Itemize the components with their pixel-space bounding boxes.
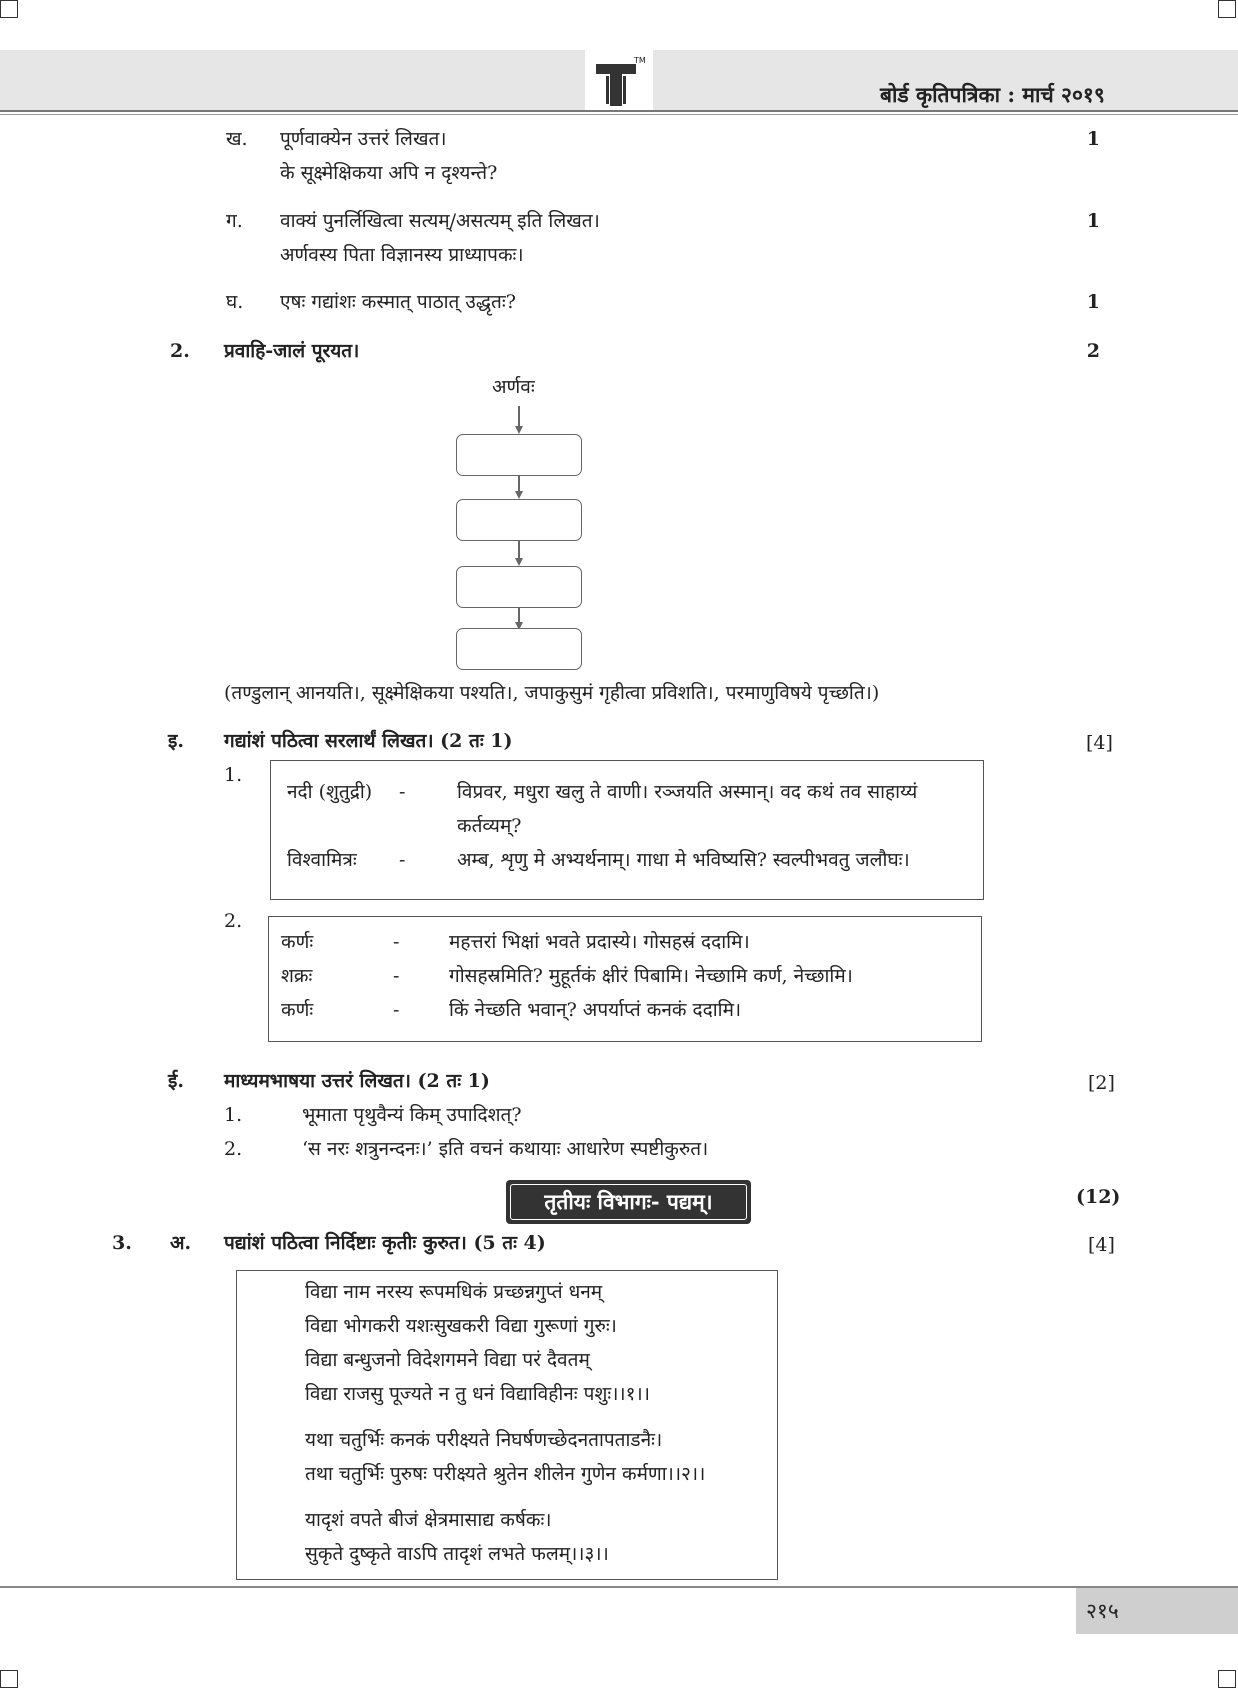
passage1-box — [270, 760, 984, 900]
q1-gha-marks: 1 — [1086, 291, 1100, 313]
q1-kha-label: ख. — [226, 128, 248, 150]
flow-box-3[interactable] — [456, 566, 582, 608]
verse-line: विद्या राजसु पूज्यते न तु धनं विद्याविहीनः पशुः।।१।। — [305, 1383, 650, 1405]
passage1-text-2: अम्ब, शृणु मे अभ्यर्थनाम्। गाधा मे भविष्यसि? स्वल्पीभवतु जलौघः। — [457, 849, 910, 871]
q2-number: 2. — [170, 340, 190, 362]
q1-ga-instruction: वाक्यं पुनर्लिखित्वा सत्यम्/असत्यम् इति लिखत। — [280, 210, 600, 232]
flow-arrow-head-3 — [515, 558, 523, 566]
footer-rule — [0, 1586, 1238, 1588]
publisher-logo — [592, 56, 648, 108]
passage2-text-3: किं नेच्छति भवान्? अपर्याप्तं कनकं ददामि। — [449, 999, 742, 1021]
qii-item-2-text: ‘स नरः शत्रुनन्दनः।’ इति वचनं कथायाः आधारेण स्पष्टीकुरुत। — [302, 1138, 709, 1160]
flow-start-label: अर्णवः — [492, 376, 535, 398]
passage2-dash-3: - — [393, 999, 400, 1021]
verse-line: विद्या बन्धुजनो विदेशगमने विद्या परं दैवतम् — [305, 1349, 590, 1371]
passage1-dash-2: - — [399, 849, 406, 871]
q1-ga-marks: 1 — [1086, 210, 1100, 232]
q3-number: 3. — [112, 1232, 132, 1254]
section-banner — [506, 1180, 751, 1224]
passage2-speaker-1: कर्णः — [281, 931, 314, 953]
passage2-dash-1: - — [393, 931, 400, 953]
verse-line: विद्या भोगकरी यशःसुखकरी विद्या गुरूणां गुरुः। — [305, 1315, 617, 1337]
passage1-speaker-2: विश्वामित्रः — [287, 849, 357, 871]
qi-label: इ. — [168, 730, 184, 752]
passage2-box — [268, 916, 982, 1042]
verse-line: तथा चतुर्भिः पुरुषः परीक्ष्यते श्रुतेन शीलेन गुणेन कर्मणा।।२।। — [305, 1463, 706, 1485]
q3-marks: [4] — [1088, 1234, 1115, 1256]
flow-box-2[interactable] — [456, 499, 582, 541]
trademark-label: TM — [634, 56, 646, 65]
passage1-text-1: विप्रवर, मधुरा खलु ते वाणी। रञ्जयति अस्मान्। वद कथं तव साहाय्यं — [457, 781, 918, 803]
qii-item-1-text: भूमाता पृथुवैन्यं किम् उपादिशत्? — [302, 1104, 522, 1126]
verse-line: यथा चतुर्भिः कनकं परीक्ष्यते निघर्षणच्छेदनतापताडनैः। — [305, 1429, 663, 1451]
q1-gha-question: एषः गद्यांशः कस्मात् पाठात् उद्धृतः? — [280, 291, 516, 313]
page-number-box — [1076, 1588, 1238, 1634]
section-marks: (12) — [1076, 1186, 1121, 1208]
crop-mark-top-right — [1218, 0, 1236, 18]
header-rule-thin — [0, 114, 1238, 115]
passage1-number: 1. — [224, 764, 243, 786]
flow-arrow-head-2 — [515, 491, 523, 499]
flow-arrow-line-1 — [518, 406, 520, 428]
qii-item-2-number: 2. — [224, 1138, 243, 1160]
crop-mark-top-left — [0, 0, 18, 18]
q2-options: (तण्डुलान् आनयति।, सूक्ष्मेक्षिकया पश्यति।, जपाकुसुमं गृहीत्वा प्रविशति।, परमाणुविषये पृच्छति।) — [224, 682, 880, 704]
q1-ga-label: ग. — [226, 210, 243, 232]
passage2-dash-2: - — [393, 965, 400, 987]
passage2-text-1: महत्तरां भिक्षां भवते प्रदास्ये। गोसहस्रं ददामि। — [449, 931, 750, 953]
page-header-title: बोर्ड कृतिपत्रिका : मार्च २०१९ — [880, 82, 1105, 107]
header-rule — [0, 110, 1238, 112]
passage2-text-2: गोसहस्रमिति? मुहूर्तकं क्षीरं पिबामि। नेच्छामि कर्ण, नेच्छामि। — [449, 965, 853, 987]
passage1-text-1-cont: कर्तव्यम्? — [457, 815, 522, 837]
q1-kha-marks: 1 — [1086, 128, 1100, 150]
verse-box — [236, 1270, 778, 1580]
q1-kha-question: के सूक्ष्मेक्षिकया अपि न दृश्यन्ते? — [280, 162, 498, 184]
flow-arrow-head-1 — [515, 426, 523, 434]
verse-line: सुकृते दुष्कृते वाऽपि तादृशं लभते फलम्।।३।। — [305, 1543, 609, 1565]
qii-marks: [2] — [1088, 1072, 1115, 1094]
q2-title: प्रवाहि-जालं पूरयत। — [224, 340, 360, 362]
flow-box-4[interactable] — [456, 628, 582, 670]
qii-item-1-number: 1. — [224, 1104, 243, 1126]
q3-title: पद्यांशं पठित्वा निर्दिष्टाः कृतीः कुरुत। (5 तः 4) — [224, 1232, 546, 1254]
passage1-dash-1: - — [399, 781, 406, 803]
qii-label: ई. — [168, 1070, 184, 1092]
q1-ga-question: अर्णवस्य पिता विज्ञानस्य प्राध्यापकः। — [280, 244, 524, 266]
verse-line: विद्या नाम नरस्य रूपमधिकं प्रच्छन्नगुप्तं धनम् — [305, 1281, 603, 1303]
q2-marks: 2 — [1086, 340, 1100, 362]
q1-gha-label: घ. — [226, 291, 244, 313]
qi-marks: [4] — [1086, 732, 1113, 754]
passage2-speaker-2: शक्रः — [281, 965, 313, 987]
section-banner-title: तृतीयः विभागः- पद्यम्। — [510, 1184, 747, 1220]
header-band-left — [0, 50, 585, 110]
crop-mark-bottom-right — [1218, 1670, 1236, 1688]
passage2-number: 2. — [224, 910, 243, 932]
crop-mark-bottom-left — [0, 1670, 18, 1688]
verse-line: यादृशं वपते बीजं क्षेत्रमासाद्य कर्षकः। — [305, 1509, 552, 1531]
qi-title: गद्यांशं पठित्वा सरलार्थं लिखत। (2 तः 1) — [224, 730, 513, 752]
q1-kha-instruction: पूर्णवाक्येन उत्तरं लिखत। — [280, 128, 447, 150]
passage1-speaker-1: नदी (शुतुद्री) — [287, 781, 373, 803]
passage2-speaker-3: कर्णः — [281, 999, 314, 1021]
page-number: २१५ — [1086, 1599, 1119, 1623]
q3-label: अ. — [170, 1232, 192, 1254]
flow-box-1[interactable] — [456, 434, 582, 476]
qii-title: माध्यमभाषया उत्तरं लिखत। (2 तः 1) — [224, 1070, 490, 1092]
